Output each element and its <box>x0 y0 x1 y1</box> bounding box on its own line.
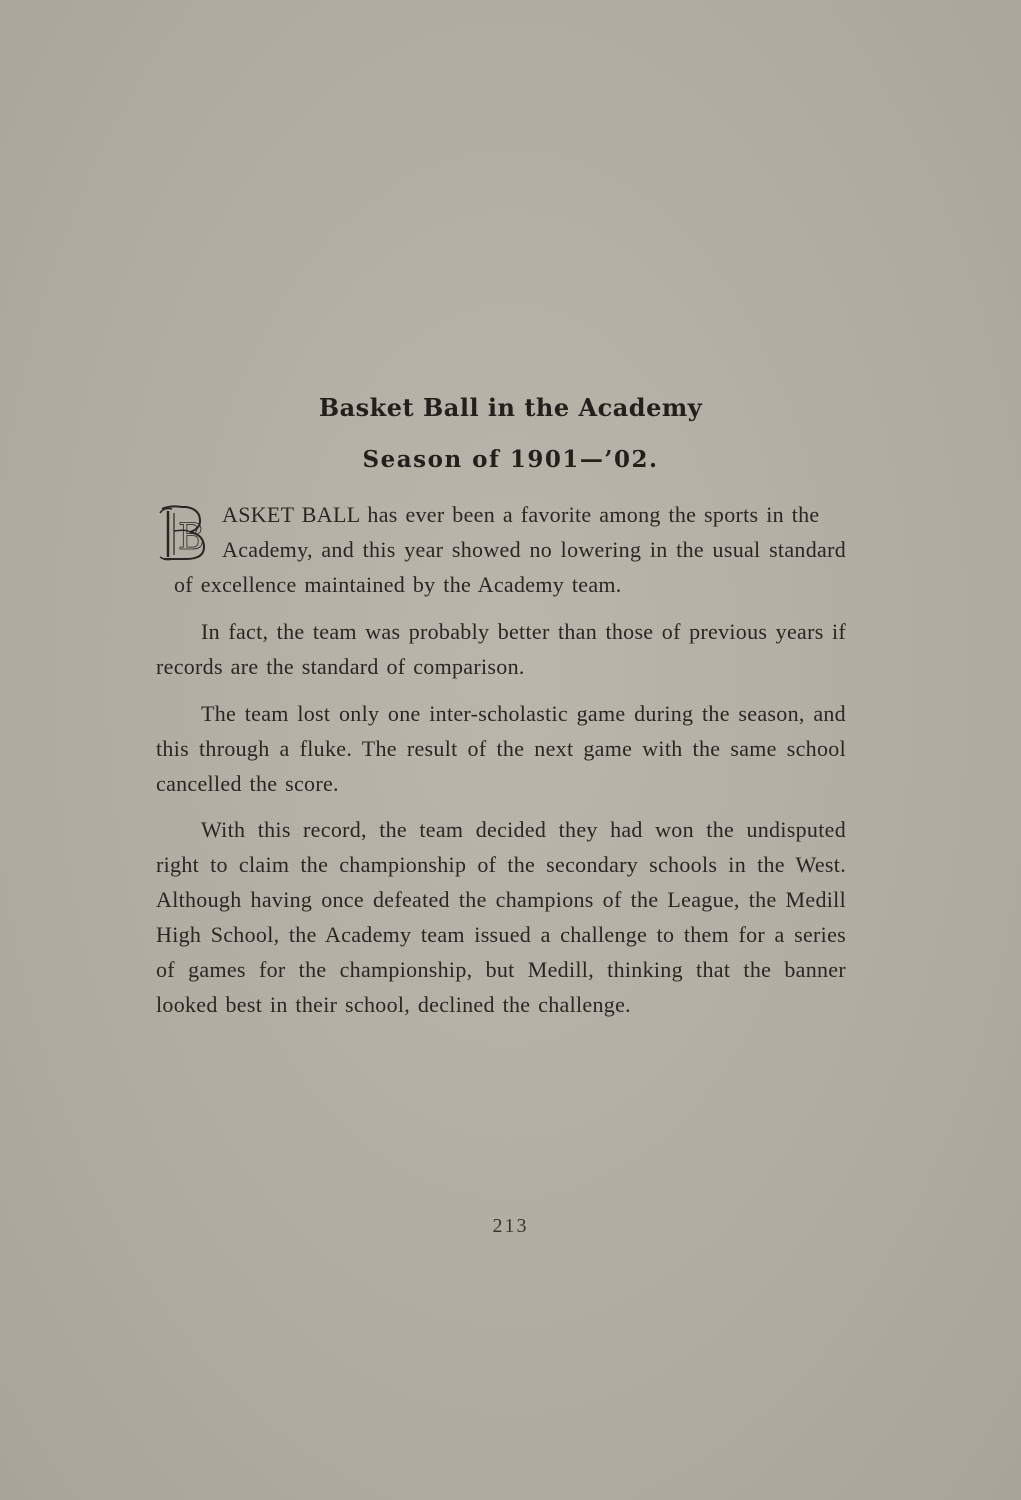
paragraph-1 <box>156 497 846 602</box>
page-subtitle: Season of 1901—’02. <box>362 446 659 473</box>
svg-text:B: B <box>178 517 205 558</box>
page-title: Basket Ball in the Academy <box>318 393 703 422</box>
paragraph-1-first-line: ASKET BALL has ever been a favorite among the sports in the <box>222 502 820 527</box>
ornamental-b-icon <box>156 501 214 563</box>
paragraph-2: In fact, the team was probably better than those of previous years if records are the standard of comparison. <box>156 619 846 679</box>
page-number: 213 <box>492 1215 529 1237</box>
paragraph-4: With this record, the team decided they had won the undisputed right to claim the championship of the secondary schools in the West. Although having once defeated the champions of the League, the Medill High School, the Academy team issued a challenge to them for a series of games for the championship, but Medill, thinking that the banner looked best in their school, declined the challenge. <box>156 817 846 1017</box>
paragraph-3: The team lost only one inter-scholastic game during the season, and this through a fluke. The result of the next game with the same school cancelled the score. <box>156 701 846 796</box>
drop-cap-initial <box>156 501 214 563</box>
paragraph-1-continuation: Academy, and this year showed no lowering in the usual standard of excellence maintained by the Academy team. <box>174 537 846 597</box>
